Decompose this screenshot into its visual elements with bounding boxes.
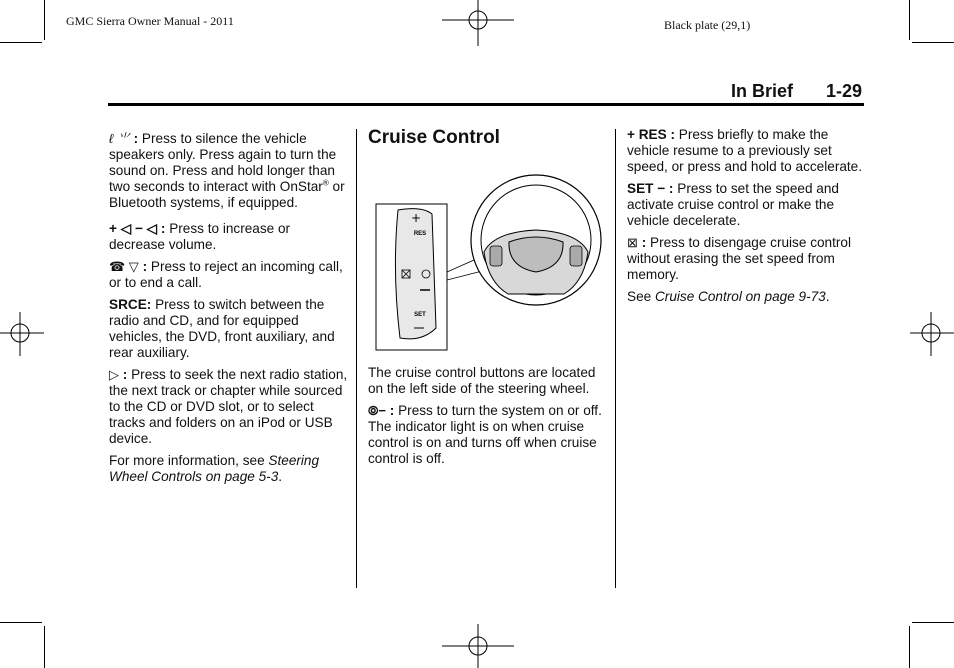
registration-mark-top (440, 0, 516, 48)
seek-icon: ▷ (109, 367, 119, 382)
res-paragraph: + RES : Press briefly to make the vehicle resume to a previously set speed, or press and hold to accelerate. (627, 127, 863, 174)
cancel-paragraph: ⊠ : Press to disengage cruise control without erasing the set speed from memory. (627, 235, 851, 282)
right-column (627, 127, 863, 311)
manual-title: GMC Sierra Owner Manual - 2011 (66, 14, 234, 28)
registration-mark-bottom (440, 622, 516, 668)
set-button-label: SET (414, 312, 426, 318)
left-column (109, 131, 349, 491)
cancel-icon: ⊠ (627, 235, 638, 250)
volume-paragraph: + ◁ − ◁ : Press to increase or decrease volume. (109, 221, 291, 252)
mute-icon: ℓ ⺌ (109, 131, 130, 146)
more-info-paragraph: For more information, see Steering Wheel Controls on page 5-3. (109, 453, 320, 484)
mute-paragraph: ℓ ⺌ : Press to silence the vehicle speakers only. Press again to turn the sound on. Press and hold longer than two seconds to interact with OnStar® or Bluetooth systems, if equipped. (109, 131, 345, 210)
registration-mark-left (0, 310, 46, 358)
see-paragraph: See Cruise Control on page 9-73. (627, 289, 830, 304)
cruise-control-illustration (374, 172, 604, 354)
page-number: 1-29 (826, 81, 863, 101)
cruise-control-link[interactable]: Cruise Control on page 9-73 (654, 289, 826, 304)
middle-column (368, 365, 604, 473)
column-divider-2 (615, 129, 616, 588)
set-paragraph: SET − : Press to set the speed and activate cruise control or make the vehicle decelerate. (627, 181, 839, 228)
header-rule (108, 103, 864, 106)
plate-label: Black plate (29,1) (664, 18, 751, 32)
seek-paragraph: ▷ : Press to seek the next radio station, the next track or chapter while sourced to the CD or DVD slot, or to select tracks and folders on an iPod or USB device. (109, 367, 348, 446)
volume-icon: + ◁ − ◁ : (109, 221, 166, 236)
cruise-title: Cruise Control (368, 127, 500, 148)
column-divider-1 (356, 129, 357, 588)
registration-mark-right (908, 310, 954, 358)
reject-paragraph: ☎ ▽ : Press to reject an incoming call, or to end a call. (109, 259, 343, 290)
on-off-paragraph: ⦾− : Press to turn the system on or off. The indicator light is on when cruise control is on and turns off when cruise control is off. (368, 403, 602, 466)
srce-paragraph: SRCE: Press to switch between the radio and CD, and for equipped vehicles, the DVD, front auxiliary, and rear auxiliary. (109, 297, 335, 360)
res-button-label: RES (413, 231, 427, 237)
svg-text:+: + (410, 211, 422, 225)
steering-controls-link[interactable]: Steering Wheel Controls on page 5-3 (109, 453, 320, 484)
section-name: In Brief (731, 81, 794, 101)
reject-call-icon: ☎ ▽ (109, 259, 139, 274)
cruise-on-off-icon: ⦾− (368, 403, 386, 418)
cruise-intro: The cruise control buttons are located on the left side of the steering wheel. (368, 365, 596, 396)
